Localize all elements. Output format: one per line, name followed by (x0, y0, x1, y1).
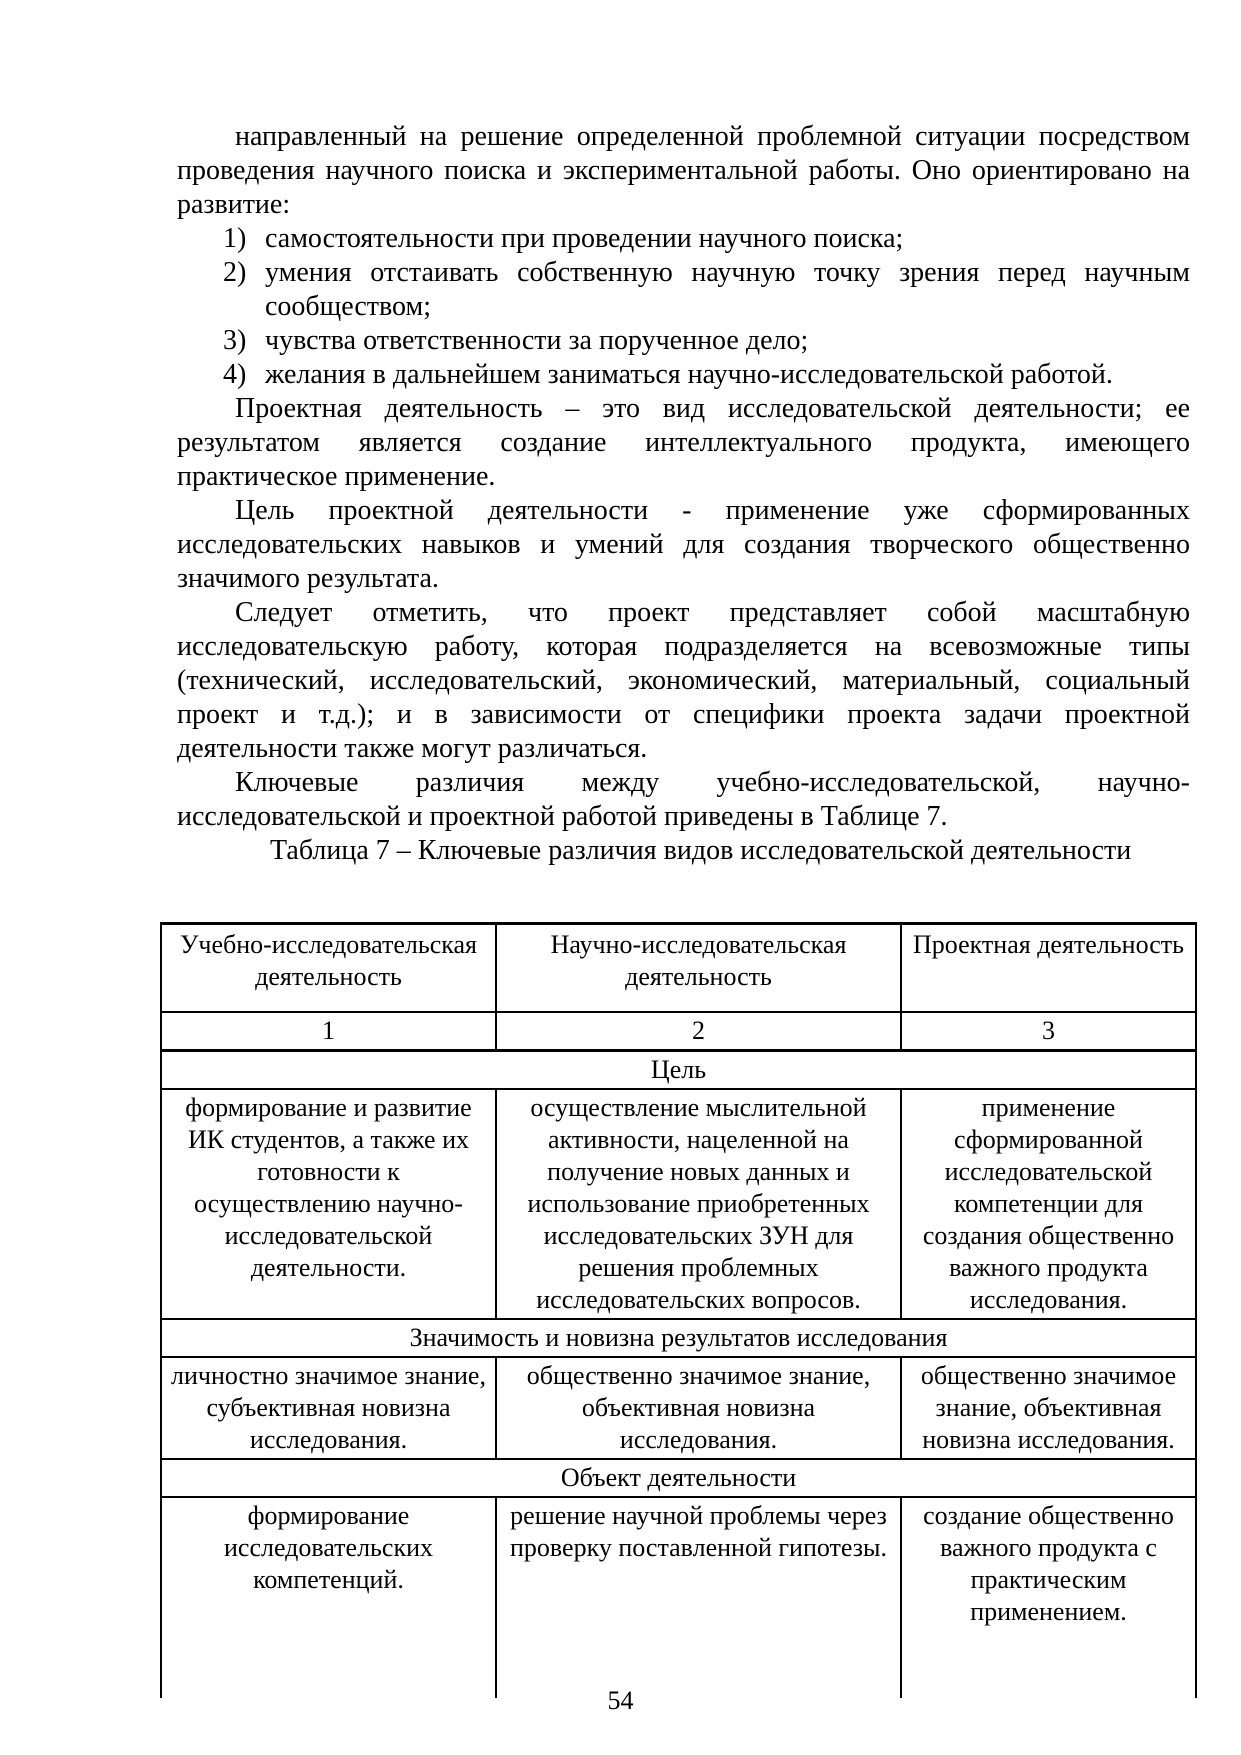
table-cell: решение научной проблемы через проверку поставленной гипотезы. (496, 1497, 901, 1698)
list-item-text: желания в дальнейшем заниматься научно-исследовательской работой. (265, 359, 1113, 390)
table-cell: осуществление мыслительной активности, нацеленной на получение новых данных и использование приобретенных исследовательских ЗУН для решения проблемных исследовательских вопросов. (496, 1089, 901, 1319)
table-row (161, 1357, 1196, 1459)
table-cell: общественно значимое знание, объективная новизна исследования. (901, 1357, 1196, 1459)
paragraph: направленный на решение определенной проблемной ситуации посредством проведения научного поиска и экспериментальной работы. Оно ориентировано на развитие: (177, 121, 1190, 220)
table-row (161, 1497, 1196, 1698)
ordered-list (177, 222, 1190, 392)
table-header-cell: Научно-исследовательская деятельность (496, 924, 901, 1013)
column-number-cell: 2 (496, 1012, 901, 1051)
section-title-cell: Значимость и новизна результатов исследования (161, 1319, 1196, 1357)
table-cell: личностно значимое знание, субъективная новизна исследования. (161, 1357, 496, 1459)
table-cell: общественно значимое знание, объективная новизна исследования. (496, 1357, 901, 1459)
column-number-cell: 3 (901, 1012, 1196, 1051)
section-title-cell: Объект деятельности (161, 1459, 1196, 1497)
section-title-row (161, 1319, 1196, 1357)
list-item (177, 256, 1190, 324)
list-item-text: чувства ответственности за порученное дело; (265, 325, 809, 356)
list-item-text: самостоятельности при проведении научного поиска; (265, 223, 904, 254)
paragraph: Следует отметить, что проект представляет собой масштабную исследовательскую работу, которая подразделяется на всевозможные типы (технический, исследовательский, экономический, материальный, социальный проект и т.д.); и в зависимости от специфики проекта задачи проектной деятельности также могут различаться. (177, 597, 1190, 764)
section-title-row (161, 1459, 1196, 1497)
list-item (177, 222, 1190, 256)
list-item (177, 324, 1190, 358)
table-caption: Таблица 7 – Ключевые различия видов исследовательской деятельности (270, 835, 1132, 866)
table-header-cell: Учебно-исследовательская деятельность (161, 924, 496, 1013)
page-number: 54 (607, 1686, 634, 1715)
list-item (177, 358, 1190, 392)
table-header-cell: Проектная деятельность (901, 924, 1196, 1013)
table-cell: формирование исследовательских компетенций. (161, 1497, 496, 1698)
table-cell: применение сформированной исследовательской компетенции для создания общественно важного продукта исследования. (901, 1089, 1196, 1319)
list-item-number: 4) (223, 359, 247, 390)
section-title-row (161, 1051, 1196, 1090)
list-item-number: 2) (223, 257, 247, 288)
list-item-number: 3) (223, 325, 247, 356)
table-cell: создание общественно важного продукта с практическим применением. (901, 1497, 1196, 1698)
column-number-cell: 1 (161, 1012, 496, 1051)
section-title-cell: Цель (161, 1051, 1196, 1090)
comparison-table (160, 922, 1197, 1698)
paragraph: Проектная деятельность – это вид исследовательской деятельности; ее результатом является создание интеллектуального продукта, имеющего практическое применение. (177, 393, 1190, 492)
body-text (177, 120, 1190, 868)
column-number-row (161, 1012, 1196, 1051)
table-header-row (161, 924, 1196, 1013)
table-cell: формирование и развитие ИК студентов, а также их готовности к осуществлению научно-исследовательской деятельности. (161, 1089, 496, 1319)
list-item-text: умения отстаивать собственную научную точку зрения перед научным сообществом; (265, 257, 1190, 322)
list-item-number: 1) (223, 223, 247, 254)
paragraph: Ключевые различия между учебно-исследовательской, научно-исследовательской и проектной работой приведены в Таблице 7. (177, 767, 1190, 832)
paragraph: Цель проектной деятельности - применение уже сформированных исследовательских навыков и умений для создания творческого общественно значимого результата. (177, 495, 1190, 594)
table-row (161, 1089, 1196, 1319)
